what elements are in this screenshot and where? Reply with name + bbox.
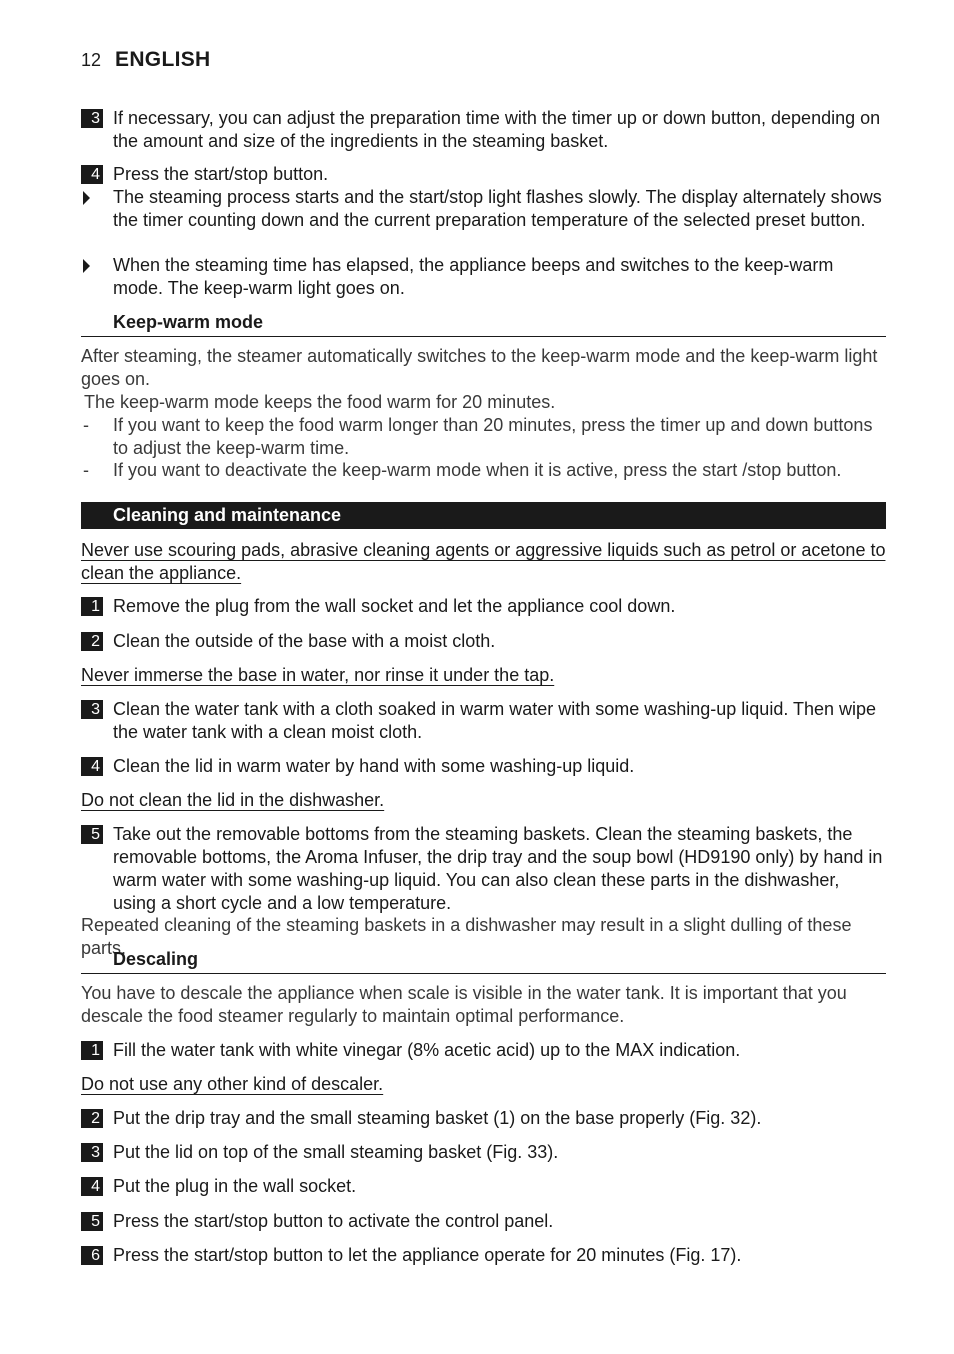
step-text: Take out the removable bottoms from the steaming baskets. Clean the steaming baskets, the removable bottoms, the Aroma Infuser, the drip tray and the soup bowl (HD9190 only) by hand in warm water with some washing-up liquid. You can also clean these parts in the dishwasher, using a short cycle and a low temperature. <box>113 824 883 913</box>
step-4-press-start <box>81 163 886 186</box>
cleaning-section-heading: Cleaning and maintenance <box>81 502 886 529</box>
cleaning-step-5 <box>81 823 886 915</box>
dash-bullet: - <box>83 415 89 435</box>
descaling-intro: You have to descale the appliance when scale is visible in the water tank. It is important that you descale the food steamer regularly to maintain optimal performance. <box>81 983 847 1026</box>
step-text: Clean the lid in warm water by hand with some washing-up liquid. <box>113 756 635 776</box>
step-number: 4 <box>81 1177 103 1196</box>
descaling-heading: Descaling <box>81 948 886 974</box>
step-text: Clean the water tank with a cloth soaked in warm water with some washing-up liquid. Then wipe the water tank with a clean moist cloth. <box>113 699 877 742</box>
step-text: Press the start/stop button. <box>113 164 329 184</box>
step-text: Clean the outside of the base with a moist cloth. <box>113 631 496 651</box>
descaling-step-3 <box>81 1141 886 1164</box>
step-number: 4 <box>81 165 103 184</box>
cleaning-note: Repeated cleaning of the steaming baskets in a dishwasher may result in a slight dulling of these parts. <box>81 915 852 958</box>
step-number: 1 <box>81 1041 103 1060</box>
step-number: 1 <box>81 597 103 616</box>
cleaning-step-1 <box>81 595 886 618</box>
dash-text: If you want to deactivate the keep-warm mode when it is active, press the start /stop button. <box>113 460 842 480</box>
keep-warm-paragraph: After steaming, the steamer automatically switches to the keep-warm mode and the keep-warm light goes on. <box>81 346 878 389</box>
bullet-text: When the steaming time has elapsed, the appliance beeps and switches to the keep-warm mode. The keep-warm light goes on. <box>113 255 834 298</box>
step-number: 5 <box>81 1212 103 1231</box>
cleaning-step-4 <box>81 755 886 778</box>
step-text: Put the plug in the wall socket. <box>113 1176 357 1196</box>
step-number: 3 <box>81 1143 103 1162</box>
step-number: 3 <box>81 700 103 719</box>
step-number: 4 <box>81 757 103 776</box>
keep-warm-paragraph: The keep-warm mode keeps the food warm for 20 minutes. <box>84 392 556 412</box>
dash-text: If you want to keep the food warm longer than 20 minutes, press the timer up and down buttons to adjust the keep-warm time. <box>113 415 873 458</box>
cleaning-warning: Do not clean the lid in the dishwasher. <box>81 790 385 810</box>
descaling-step-1 <box>81 1039 886 1062</box>
triangle-bullet-icon <box>81 186 113 232</box>
keep-warm-heading: Keep-warm mode <box>81 311 886 337</box>
step-text: Press the start/stop button to activate the control panel. <box>113 1211 554 1231</box>
bullet-text: The steaming process starts and the start/stop light flashes slowly. The display alternately shows the timer counting down and the current preparation temperature of the selected preset button. <box>113 187 882 230</box>
descaling-step-2 <box>81 1107 886 1130</box>
page-number: 12 <box>81 50 102 70</box>
step-number: 5 <box>81 825 103 844</box>
step-text: If necessary, you can adjust the preparation time with the timer up or down button, depending on the amount and size of the ingredients in the steaming basket. <box>113 108 881 151</box>
step-3-adjust-time <box>81 107 886 153</box>
descaling-step-5 <box>81 1210 886 1233</box>
step-number: 2 <box>81 1109 103 1128</box>
cleaning-warning: Never immerse the base in water, nor rinse it under the tap. <box>81 665 555 685</box>
descaling-warning: Do not use any other kind of descaler. <box>81 1074 384 1094</box>
descaling-step-4 <box>81 1175 886 1198</box>
triangle-bullet-icon <box>81 254 113 300</box>
keep-warm-dash-item <box>81 414 886 460</box>
dash-bullet: - <box>83 460 89 480</box>
cleaning-step-2 <box>81 630 886 653</box>
step-number: 3 <box>81 109 103 128</box>
step-text: Fill the water tank with white vinegar (8% acetic acid) up to the MAX indication. <box>113 1040 741 1060</box>
result-bullet <box>81 186 886 232</box>
cleaning-step-3 <box>81 698 886 744</box>
descaling-step-6 <box>81 1244 886 1267</box>
page-header <box>81 48 210 72</box>
result-bullet <box>81 254 886 300</box>
step-number: 2 <box>81 632 103 651</box>
keep-warm-dash-item <box>81 459 886 482</box>
step-number: 6 <box>81 1246 103 1265</box>
step-text: Remove the plug from the wall socket and let the appliance cool down. <box>113 596 676 616</box>
step-text: Put the lid on top of the small steaming basket (Fig. 33). <box>113 1142 559 1162</box>
language-label: ENGLISH <box>115 48 211 71</box>
step-text: Press the start/stop button to let the appliance operate for 20 minutes (Fig. 17). <box>113 1245 742 1265</box>
step-text: Put the drip tray and the small steaming basket (1) on the base properly (Fig. 32). <box>113 1108 762 1128</box>
cleaning-warning: Never use scouring pads, abrasive cleaning agents or aggressive liquids such as petrol or acetone to clean the appliance. <box>81 540 886 583</box>
